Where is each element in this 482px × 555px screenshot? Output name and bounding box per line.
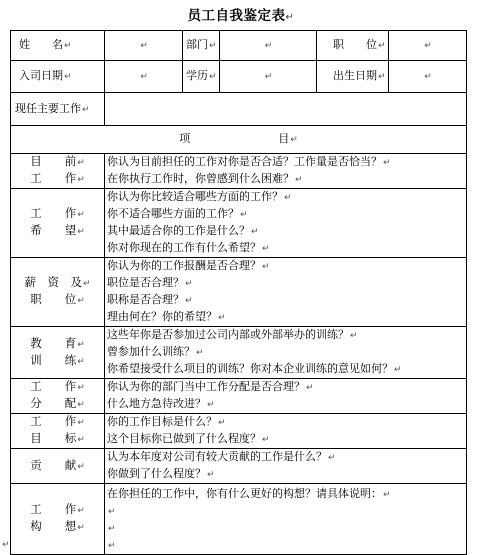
section-questions-salary-position[interactable] <box>105 258 467 327</box>
question-line: 你对你现在的工作有什么希望？↵ <box>107 241 270 254</box>
section-row-work-allocation <box>11 379 467 414</box>
question-line: 你认为目前担任的工作对你是否合适？工作量是否恰当？↵ <box>107 155 391 168</box>
education-value-cell[interactable]: ↵ <box>220 61 317 93</box>
section-label-training: 教 育↵ 训 练↵ <box>11 327 105 379</box>
name-label-cell: 姓 名↵ <box>11 31 105 61</box>
section-row-salary-position <box>11 258 467 327</box>
question-line: ↵ <box>108 541 116 551</box>
question-line: 这个目标你已做到了什么程度？↵ <box>107 432 270 445</box>
question-line: 在你担任的工作中，你有什么更好的构想？请具体说明：↵ <box>107 487 391 500</box>
question-line: 你的工作目标是什么？↵ <box>107 415 226 428</box>
item-header-cell: 项 目↵ <box>11 126 467 154</box>
current-duty-value-cell[interactable] <box>105 93 467 126</box>
section-label-salary-position: 薪 资 及↵ 职 位↵ <box>11 258 105 327</box>
section-label-current-work: 目 前↵ 工 作↵ <box>11 154 105 189</box>
section-label-work-hope: 工 作↵ 希 望↵ <box>11 189 105 258</box>
row-name-dept-position <box>11 31 467 61</box>
birth-date-value-cell[interactable]: ↵ <box>389 61 467 93</box>
question-line: 你做到了什么程度？↵ <box>107 467 215 480</box>
section-questions-work-hope[interactable] <box>105 189 467 258</box>
section-row-contribution <box>11 449 467 484</box>
appraisal-form-table <box>10 30 467 555</box>
question-line: 你认为你比较适合哪些方面的工作？↵ <box>107 190 292 203</box>
question-line: 你认为你的工作报酬是否合理？↵ <box>107 259 270 272</box>
row-current-duty <box>11 93 467 126</box>
section-row-training <box>11 327 467 379</box>
question-line: ↵ <box>108 524 116 534</box>
question-line: 你不适合哪些方面的工作？↵ <box>107 207 248 220</box>
section-row-work-goal <box>11 414 467 449</box>
section-label-work-goal: 工 作↵ 目 标↵ <box>11 414 105 449</box>
question-line: 在你执行工作时，你曾感到什么困难？↵ <box>107 172 303 185</box>
question-line: 你认为你的部门当中工作分配是否合理？↵ <box>107 380 314 393</box>
position-label-cell: 职 位↵ <box>317 31 389 61</box>
question-line: 曾参加什么训练？↵ <box>107 345 204 358</box>
page-title <box>0 4 482 24</box>
question-line: 认为本年度对公司有较大贡献的工作是什么？↵ <box>107 450 336 463</box>
section-label-work-ideas: 工 作↵ 构 想↵ <box>11 484 105 555</box>
row-item-header <box>11 126 467 154</box>
name-value-cell[interactable]: ↵ <box>105 31 183 61</box>
title-text: 员工自我鉴定表 <box>187 8 286 24</box>
section-label-work-allocation: 工 作↵ 分 配↵ <box>11 379 105 414</box>
question-line: ↵ <box>108 507 116 517</box>
question-line: 职位是否合理？↵ <box>107 276 193 289</box>
section-row-work-hope <box>11 189 467 258</box>
education-label-cell: 学历↵ <box>183 61 220 93</box>
section-questions-contribution[interactable] <box>105 449 467 484</box>
row-hire-edu-birth <box>11 61 467 93</box>
question-line: 这些年你是否参加过公司内部或外部举办的训练？↵ <box>107 328 358 341</box>
section-questions-work-goal[interactable] <box>105 414 467 449</box>
section-row-work-ideas <box>11 484 467 555</box>
section-questions-work-ideas[interactable] <box>105 484 467 555</box>
paragraph-mark-icon: ↵ <box>285 12 295 23</box>
hire-date-value-cell[interactable]: ↵ <box>105 61 183 93</box>
position-value-cell[interactable]: ↵ <box>389 31 467 61</box>
section-questions-work-allocation[interactable] <box>105 379 467 414</box>
current-duty-label-cell: 现任主要工作↵ <box>11 93 105 126</box>
paragraph-mark-icon: ↵ <box>2 540 10 550</box>
question-line: 什么地方急待改进？↵ <box>107 397 215 410</box>
question-line: 你希望接受什么项目的训练？你对本企业训练的意见如何？↵ <box>107 362 402 375</box>
dept-value-cell[interactable]: ↵ <box>220 31 317 61</box>
birth-date-label-cell: 出生日期↵ <box>317 61 389 93</box>
section-questions-current-work[interactable] <box>105 154 467 189</box>
hire-date-label-cell: 入司日期↵ <box>11 61 105 93</box>
section-row-current-work <box>11 154 467 189</box>
dept-label-cell: 部门↵ <box>183 31 220 61</box>
question-line: 其中最适合你的工作是什么？↵ <box>107 224 259 237</box>
section-questions-training[interactable] <box>105 327 467 379</box>
section-label-contribution: 贡 献↵ <box>11 449 105 484</box>
question-line: 理由何在？你的希望？↵ <box>107 310 226 323</box>
question-line: 职称是否合理？↵ <box>107 293 193 306</box>
